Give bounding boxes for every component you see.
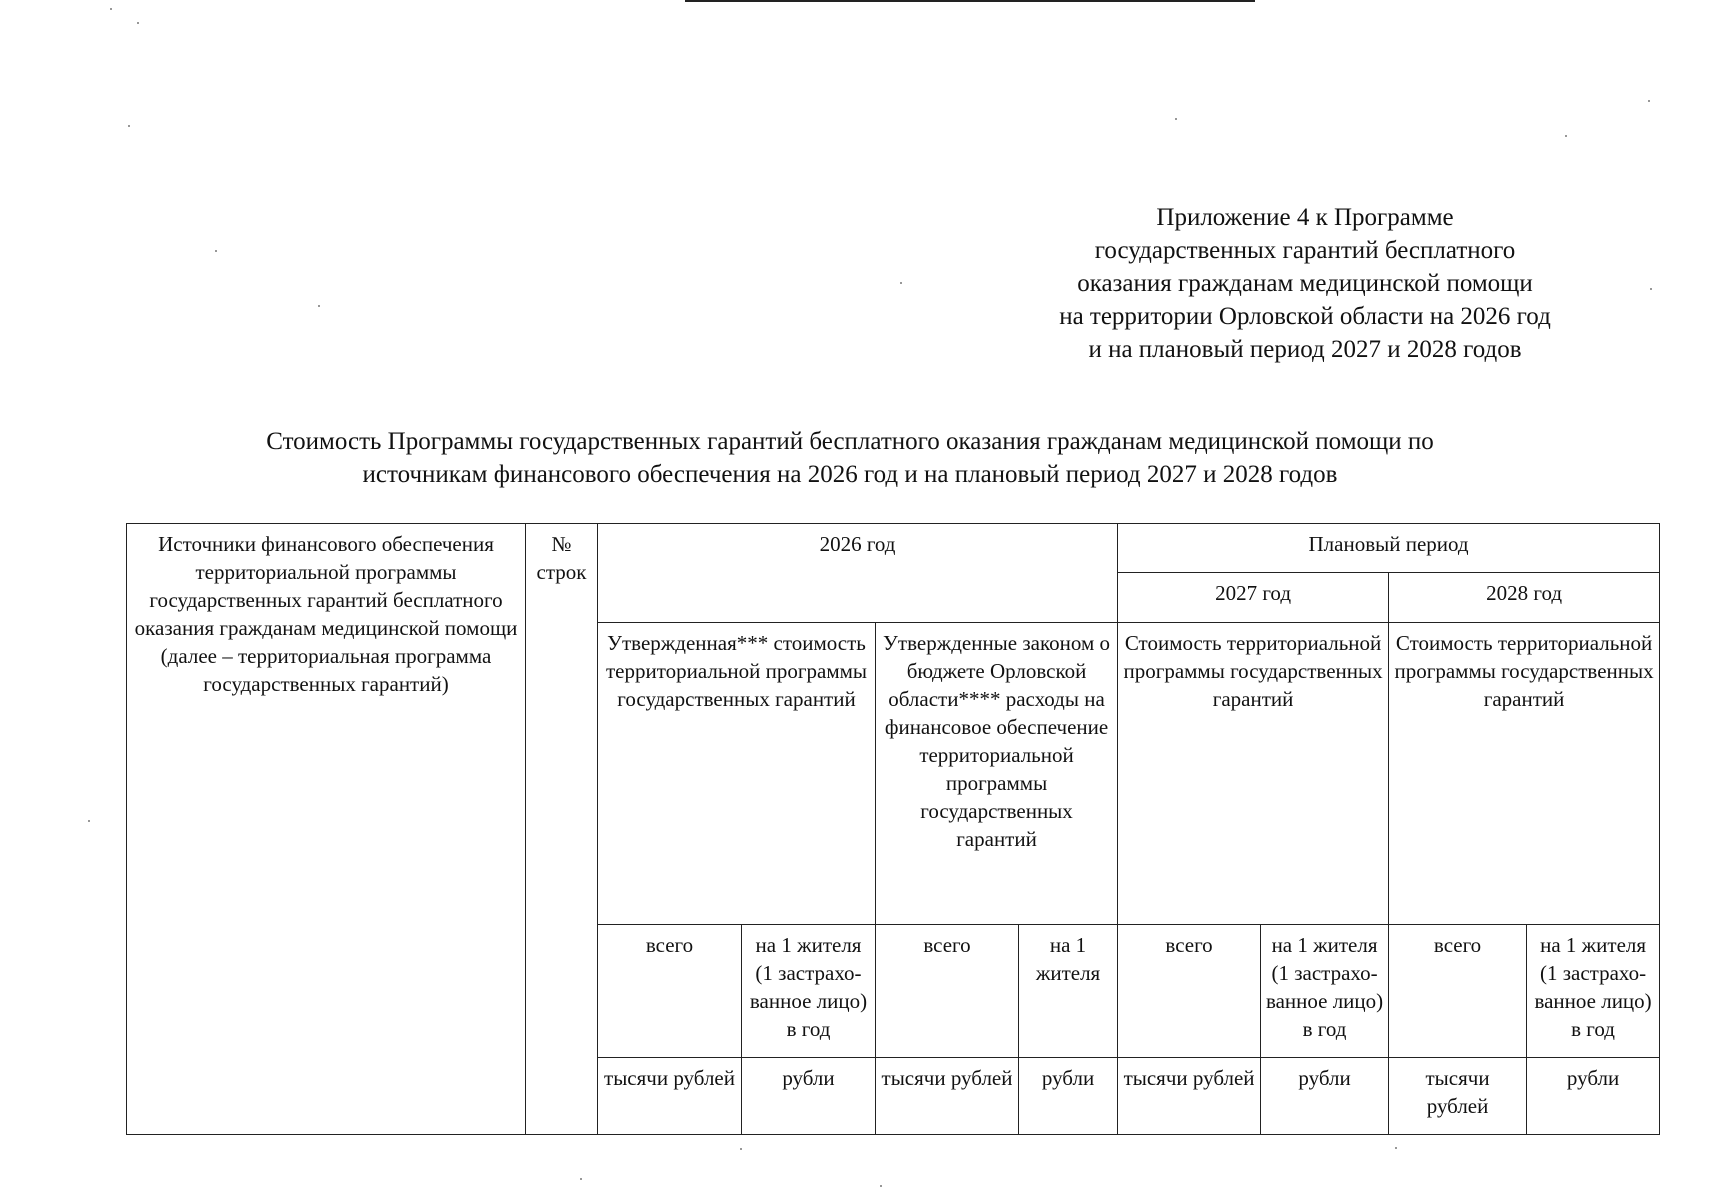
appendix-header (995, 201, 1615, 366)
unit-thousand-rubles: тысячи рублей (1389, 1058, 1527, 1135)
unit-rubles: рубли (742, 1058, 876, 1135)
title-line: источникам финансового обеспечения на 2026 год и на плановый период 2027 и 2028 годов (362, 461, 1338, 488)
header-approved-by-law: Утвержденные законом о бюджете Орловской области**** расходы на финансовое обеспечение территориальной программы государственных гарантий (876, 623, 1118, 925)
header-year-2028: 2028 год (1389, 573, 1660, 623)
subheader-total: всего (876, 925, 1019, 1058)
header-cost-2027: Стоимость территориальной программы государственных гарантий (1118, 623, 1389, 925)
unit-thousand-rubles: тысячи рублей (876, 1058, 1019, 1135)
unit-thousand-rubles: тысячи рублей (598, 1058, 742, 1135)
header-year-2027: 2027 год (1118, 573, 1389, 623)
unit-thousand-rubles: тысячи рублей (1118, 1058, 1261, 1135)
subheader-total: всего (1389, 925, 1527, 1058)
subheader-per-resident: на 1 жителя (1019, 925, 1118, 1058)
title-line: Стоимость Программы государственных гарантий бесплатного оказания гражданам медицинской помощи по (266, 428, 1434, 455)
header-row-no: № строк (526, 524, 598, 1135)
top-rule (685, 0, 1255, 2)
appendix-line: государственных гарантий бесплатного (1094, 237, 1516, 264)
subheader-total: всего (598, 925, 742, 1058)
header-year-2026: 2026 год (598, 524, 1118, 623)
unit-rubles: рубли (1527, 1058, 1660, 1135)
header-cost-2028: Стоимость территориальной программы государственных гарантий (1389, 623, 1660, 925)
header-approved-cost: Утвержденная*** стоимость территориальной программы государственных гарантий (598, 623, 876, 925)
appendix-line: и на плановый период 2027 и 2028 годов (1088, 336, 1522, 363)
appendix-line: Приложение 4 к Программе (1156, 204, 1454, 231)
cost-table (126, 523, 1660, 1135)
unit-rubles: рубли (1019, 1058, 1118, 1135)
subheader-per-resident: на 1 жителя (1 застрахо-ванное лицо) в год (742, 925, 876, 1058)
unit-rubles: рубли (1261, 1058, 1389, 1135)
subheader-total: всего (1118, 925, 1261, 1058)
subheader-per-resident: на 1 жителя (1 застрахо-ванное лицо) в год (1261, 925, 1389, 1058)
subheader-per-resident: на 1 жителя (1 застрахо-ванное лицо) в год (1527, 925, 1660, 1058)
document-title (140, 425, 1560, 491)
header-sources: Источники финансового обеспечения территориальной программы государственных гарантий бесплатного оказания гражданам медицинской помощи (далее – территориальная программа государственных гарантий) (127, 524, 526, 1135)
header-planned-period: Плановый период (1118, 524, 1660, 573)
appendix-line: на территории Орловской области на 2026 год (1059, 303, 1551, 330)
appendix-line: оказания гражданам медицинской помощи (1077, 270, 1533, 297)
